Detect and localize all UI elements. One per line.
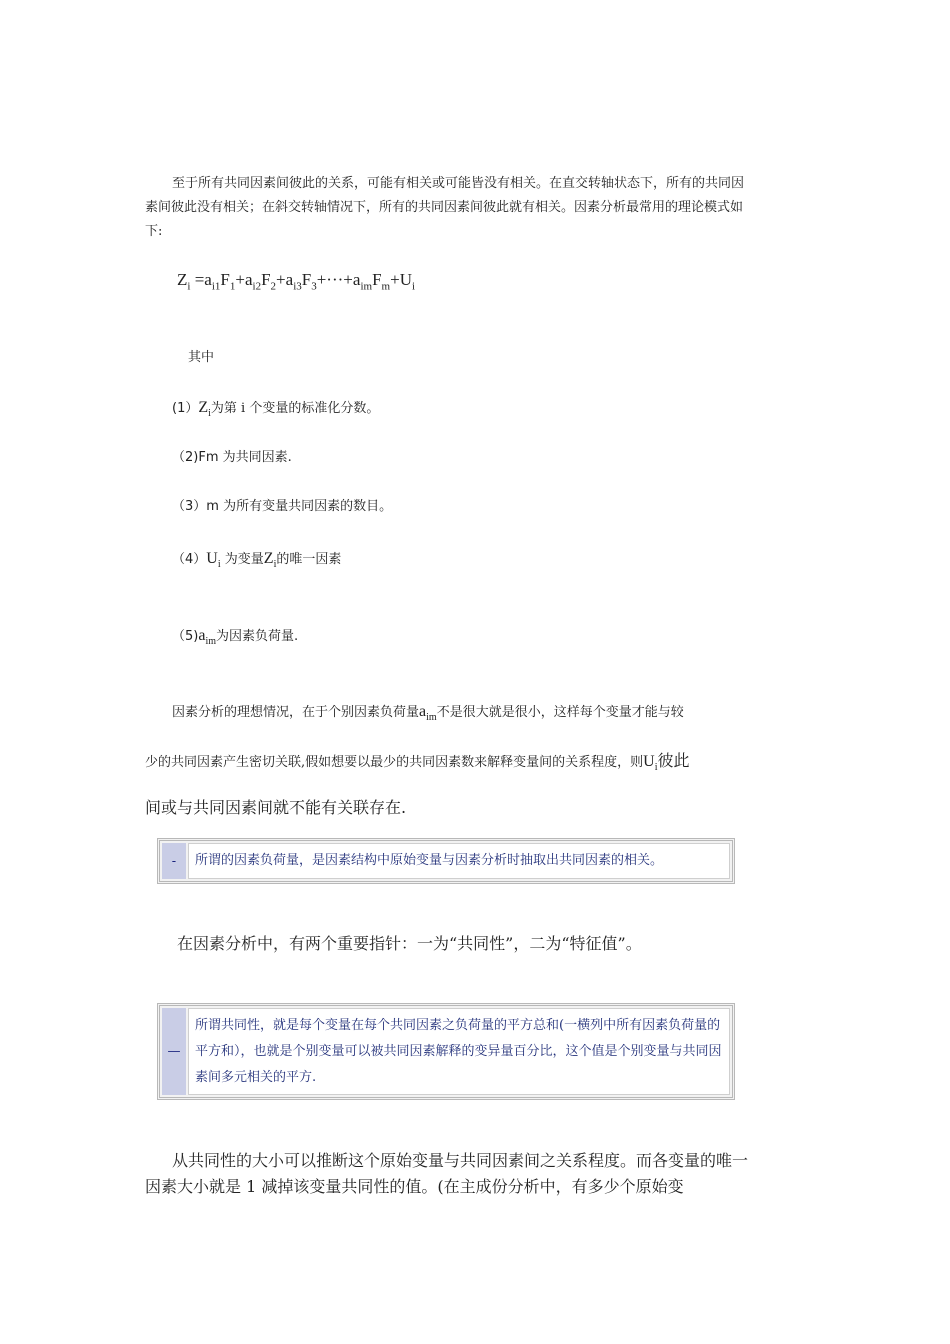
definition-item-2: （2)Fm 为共同因素. xyxy=(172,450,292,465)
note-text: 所谓的因素负荷量，是因素结构中原始变量与因素分析时抽取出共同因素的相关。 xyxy=(188,843,730,879)
factor-loading-note xyxy=(157,838,735,884)
definition-item-1: $(1)Z_i$为第 i 个变量的标准化分数。 xyxy=(172,399,380,420)
definition-item-4: $(4)U_i$ 为变量$Z_i$的唯一因素 xyxy=(172,550,342,571)
factor-model-formula: $Z_i =a_{i1}F_1+a_{i2}F_2+a_{i3}F_3+\cdot\cdot\cdot+a_{im}F_m+U_i$ xyxy=(177,270,416,293)
indicator-paragraph: 在因素分析中，有两个重要指针：一为“共同性”，二为“特征值”。 xyxy=(177,934,642,953)
note-text: 所谓共同性，就是每个变量在每个共同因素之负荷量的平方总和(一横列中所有因素负荷量的平方和），也就是个别变量可以被共同因素解释的变异量百分比，这个值是个别变量与共同因素间多元相关的平方. xyxy=(188,1008,730,1095)
intro-paragraph: 至于所有共同因素间彼此的关系，可能有相关或可能皆没有相关。在直交转轴状态下，所有的共同因素间彼此没有相关；在斜交转轴情况下，所有的共同因素间彼此就有相关。因素分析最常用的理论模式如下: xyxy=(145,176,745,239)
note-marker: - xyxy=(162,843,186,879)
definition-item-3: （3）m 为所有变量共同因素的数目。 xyxy=(172,499,393,514)
definition-item-5: $(5)a_{im}$为因素负荷量. xyxy=(172,627,299,648)
ideal-paragraph-line1: 因素分析的理想情况，在于个别因素负荷量$a_{im}$不是很大就是很小，这样每个变量才能与较 xyxy=(172,703,684,724)
where-label: 其中 xyxy=(188,350,215,365)
note-marker: — xyxy=(162,1008,186,1095)
communality-paragraph: 从共同性的大小可以推断这个原始变量与共同因素间之关系程度。而各变量的唯一因素大小就是 1 减掉该变量共同性的值。(在主成份分析中，有多少个原始变 xyxy=(145,1151,749,1196)
ideal-paragraph-line3: 间或与共同因素间就不能有关联存在. xyxy=(145,798,407,817)
ideal-paragraph-line2: 少的共同因素产生密切关联,假如想要以最少的共同因素数来解释变量间的关系程度，则$U_i$彼此 xyxy=(145,751,690,774)
communality-note xyxy=(157,1003,735,1100)
